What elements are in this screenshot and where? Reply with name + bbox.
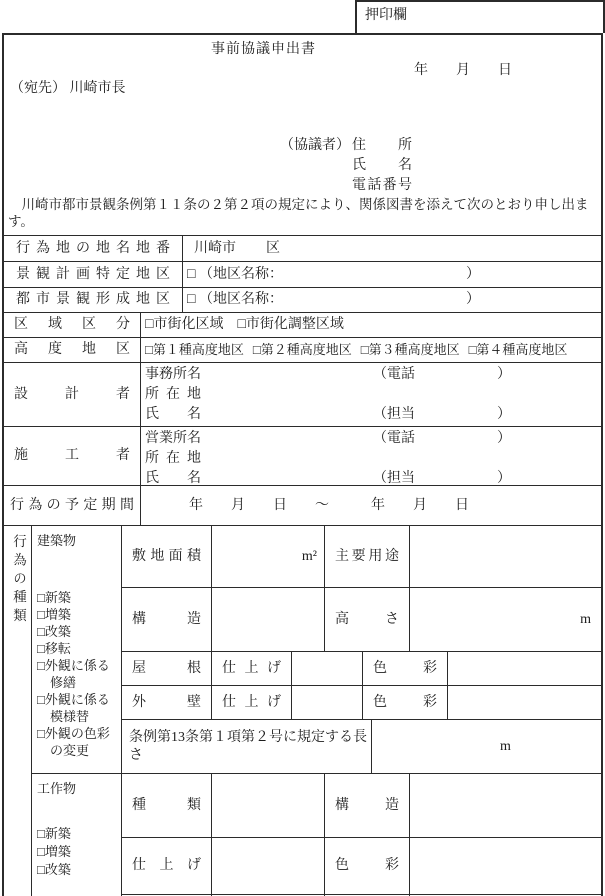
designer-name-label: 氏 名: [145, 407, 201, 423]
checkbox-option[interactable]: □外観の色彩の変更: [37, 726, 110, 758]
applicant-address-label: 住 所: [352, 138, 412, 154]
district-checkbox-prefix[interactable]: □ （地区名称：: [187, 266, 283, 282]
finish-label: 仕 上 げ: [222, 660, 281, 676]
phone-open: （電話: [373, 367, 415, 383]
checkbox-option[interactable]: □外観に係る模様替: [37, 692, 110, 724]
works-structure-label: 構 造: [335, 797, 399, 813]
wall-label-cell: [122, 686, 211, 719]
contractor-detail-cell[interactable]: [141, 427, 601, 485]
paren-close: ）: [497, 471, 511, 487]
building-row-ordinance-length: [122, 719, 601, 773]
form-title: 事前協議申出書: [211, 42, 316, 57]
main-use-value-cell[interactable]: [409, 526, 601, 587]
date-line: 年 月 日: [414, 63, 512, 78]
checkbox-option[interactable]: □増築: [37, 844, 71, 859]
action-kind-label-cell: [4, 526, 32, 896]
building-subtable: [122, 526, 601, 773]
action-kind-content: [32, 526, 601, 896]
designer-name-line: [145, 405, 601, 425]
finish-label: 仕 上 げ: [222, 694, 281, 710]
checkbox-option[interactable]: □新築: [37, 590, 71, 605]
row-action-kind: [4, 525, 601, 896]
cityscape-formation-district-label-cell: [4, 288, 183, 312]
works-structure-value-cell[interactable]: [409, 774, 601, 837]
applicant-tel-label: 電 話 番 号: [352, 178, 412, 194]
application-form: [2, 33, 603, 896]
height-unit: m: [580, 611, 591, 627]
designer-label: 設 計 者: [14, 386, 130, 402]
landscape-plan-district-label-cell: [4, 262, 183, 287]
works-subtable: [122, 774, 601, 896]
works-checkbox-column: [32, 774, 122, 896]
area-classification-options: [141, 313, 601, 337]
works-color-value-cell[interactable]: [409, 838, 601, 894]
contact-open: （担当: [373, 407, 415, 423]
building-row-structure: [122, 587, 601, 651]
addressee: （宛先） 川崎市長: [10, 81, 126, 96]
height-label-cell: [324, 588, 409, 651]
contractor-label: 施 工 者: [14, 448, 130, 464]
roof-label-cell: [122, 652, 211, 685]
roof-finish-value-cell[interactable]: [291, 652, 362, 685]
landscape-plan-district-value-cell[interactable]: [183, 262, 601, 287]
ordinance-length-unit: m: [500, 738, 511, 754]
row-cityscape-formation-district: [4, 287, 601, 312]
contractor-contact-field: [373, 469, 511, 489]
district-name-field: [187, 291, 480, 309]
applicant-prefix: （協議者）: [280, 138, 350, 154]
checkbox-option[interactable]: □増築: [37, 607, 71, 622]
paren-close: ）: [466, 292, 480, 308]
district-checkbox-prefix[interactable]: □ （地区名称：: [187, 292, 283, 308]
checkbox-option[interactable]: □市街化調整区域: [237, 317, 344, 333]
contractor-address-label: 所 在 地: [145, 451, 201, 467]
works-kind-value-cell[interactable]: [211, 774, 324, 837]
applicant-tel-line: [280, 176, 412, 196]
checkbox-option[interactable]: □第３種高度地区: [360, 341, 460, 357]
site-city: 川崎市: [194, 240, 236, 256]
ordinance-length-label-cell: [122, 720, 371, 773]
designer-detail-cell[interactable]: [141, 363, 601, 426]
planned-period-label: 行 為 の 予 定 期 間: [10, 497, 134, 513]
structure-value-cell[interactable]: [211, 588, 324, 651]
phone-open: （電話: [373, 431, 415, 447]
site-location-label-cell: [4, 236, 183, 261]
works-row-kind: [122, 774, 601, 837]
checkbox-option[interactable]: □第２種高度地区: [252, 341, 352, 357]
district-name-field: [187, 266, 480, 284]
main-table: [4, 235, 601, 896]
checkbox-option[interactable]: □外観に係る修繕: [37, 658, 110, 690]
cityscape-formation-district-label: 都 市 景 観 形 成 地 区: [16, 292, 170, 308]
contractor-office-line: [145, 429, 601, 449]
wall-label: 外 壁: [132, 694, 201, 710]
works-kind-label: 種 類: [132, 797, 201, 813]
designer-phone-field: [373, 365, 511, 385]
wall-finish-value-cell[interactable]: [291, 686, 362, 719]
seal-box-label: 押印欄: [365, 8, 407, 23]
site-area-label: 敷 地 面 積: [132, 548, 201, 564]
row-landscape-plan-district: [4, 261, 601, 287]
ordinance-length-value-cell[interactable]: [371, 720, 601, 773]
building-row-roof: [122, 651, 601, 685]
paren-close: ）: [497, 367, 511, 383]
site-location-value-cell[interactable]: [183, 236, 601, 261]
contractor-address-line: [145, 449, 601, 469]
roof-label: 屋 根: [132, 660, 201, 676]
planned-period-value-cell[interactable]: 年 月 日 ～ 年 月 日: [189, 497, 469, 513]
height-district-options: [141, 338, 601, 362]
applicant-block: [280, 136, 412, 196]
height-district-label-cell: [4, 338, 141, 362]
building-checkbox-column: [32, 526, 122, 773]
works-title: 工作物: [37, 781, 77, 796]
roof-color-label-cell: [362, 652, 447, 685]
building-row-site-area: [122, 526, 601, 587]
applicant-name-label: 氏 名: [352, 158, 412, 174]
site-ward: 区: [266, 240, 280, 256]
paren-close: ）: [466, 266, 480, 282]
height-label: 高 さ: [335, 611, 399, 627]
contact-open: （担当: [373, 471, 415, 487]
row-planned-period: [4, 485, 601, 525]
site-location-label: 行 為 地 の 地 名 地 番: [16, 240, 170, 256]
intro-paragraph: 川崎市都市景観条例第１１条の２第２項の規定により、関係図書を添えて次のとおり申し出ます。: [8, 197, 589, 229]
row-site-location: [4, 235, 601, 261]
seal-box: [355, 0, 605, 33]
works-block: [32, 773, 601, 896]
wall-finish-label-cell: [211, 686, 291, 719]
works-color-label-cell: [324, 838, 409, 894]
main-use-label-cell: [324, 526, 409, 587]
works-color-label: 色 彩: [335, 858, 399, 874]
building-title: 建築物: [37, 533, 77, 548]
paren-close: ）: [497, 431, 511, 447]
works-kind-label-cell: [122, 774, 211, 837]
works-row-finish: [122, 837, 601, 894]
site-area-unit: m²: [301, 548, 317, 564]
checkbox-option[interactable]: □第４種高度地区: [468, 341, 568, 357]
row-height-district: [4, 337, 601, 362]
checkbox-option[interactable]: □第１種高度地区: [145, 341, 244, 357]
checkbox-option[interactable]: □改築: [37, 862, 71, 877]
row-designer: [4, 362, 601, 426]
designer-address-line: [145, 385, 601, 405]
designer-office-label: 事 務 所 名: [145, 367, 201, 383]
row-contractor: [4, 426, 601, 485]
contractor-phone-field: [373, 429, 511, 449]
works-structure-label-cell: [324, 774, 409, 837]
cityscape-formation-district-value-cell[interactable]: [183, 288, 601, 312]
roof-color-value-cell[interactable]: [447, 652, 601, 685]
designer-office-line: [145, 365, 601, 385]
applicant-address-line: [280, 136, 412, 156]
works-finish-label: 仕 上 げ: [132, 858, 201, 874]
site-area-value-cell[interactable]: [211, 526, 324, 587]
main-use-label: 主 要 用 途: [335, 548, 399, 564]
works-finish-value-cell[interactable]: [211, 838, 324, 894]
contractor-label-cell: [4, 427, 141, 485]
wall-color-value-cell[interactable]: [447, 686, 601, 719]
applicant-name-line: [280, 156, 412, 176]
designer-label-cell: [4, 363, 141, 426]
contractor-name-label: 氏 名: [145, 471, 201, 487]
works-checkbox-list: [37, 825, 119, 879]
designer-address-label: 所 在 地: [145, 387, 201, 403]
height-value-cell[interactable]: [409, 588, 601, 651]
area-classification-label: 区 域 区 分: [14, 317, 130, 333]
wall-color-label-cell: [362, 686, 447, 719]
contractor-office-label: 営 業 所 名: [145, 431, 201, 447]
contractor-name-line: [145, 469, 601, 489]
works-finish-label-cell: [122, 838, 211, 894]
color-label: 色 彩: [373, 660, 437, 676]
paren-close: ）: [497, 407, 511, 423]
planned-period-label-cell: [4, 486, 141, 525]
designer-contact-field: [373, 405, 511, 425]
building-checkbox-list: [37, 589, 119, 759]
building-row-wall: [122, 685, 601, 719]
landscape-plan-district-label: 景 観 計 画 特 定 地 区: [16, 266, 170, 282]
form-header: [4, 35, 601, 235]
action-kind-label: 行為の種類: [10, 534, 26, 627]
roof-finish-label-cell: [211, 652, 291, 685]
area-classification-label-cell: [4, 313, 141, 337]
row-area-classification: [4, 312, 601, 337]
checkbox-option[interactable]: □移転: [37, 641, 71, 656]
checkbox-option[interactable]: □市街化区域: [145, 317, 224, 333]
color-label: 色 彩: [373, 694, 437, 710]
checkbox-option[interactable]: □新築: [37, 826, 71, 841]
structure-label-cell: [122, 588, 211, 651]
ordinance-length-label: 条例第13条第１項第２号に規定する長さ: [129, 730, 367, 763]
building-block: [32, 526, 601, 773]
checkbox-option[interactable]: □改築: [37, 624, 71, 639]
structure-label: 構 造: [132, 611, 201, 627]
height-district-label: 高 度 地 区: [14, 342, 130, 358]
site-area-label-cell: [122, 526, 211, 587]
